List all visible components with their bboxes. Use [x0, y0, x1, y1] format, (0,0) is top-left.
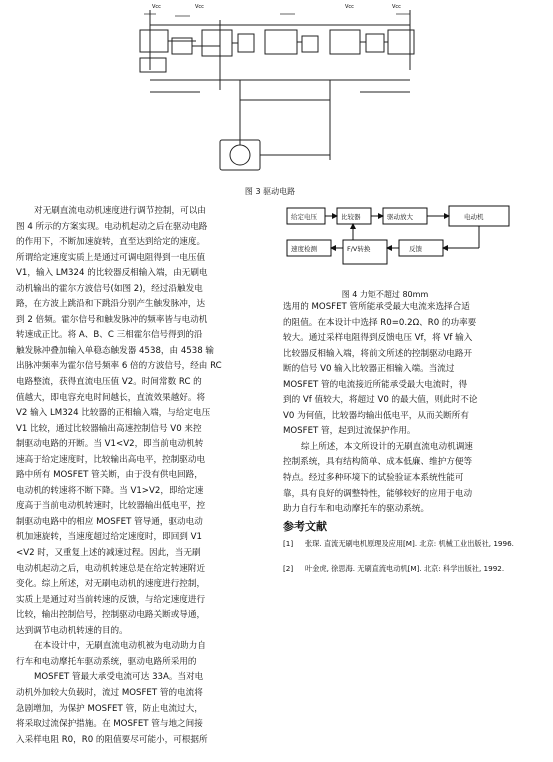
references-heading: 参考文献 [283, 520, 327, 533]
body-text-line: 急剧增加，为保护 MOSFET 管，防止电流过大， [16, 703, 203, 714]
block-speed-detect: 速度检测 [291, 245, 317, 253]
body-text-line: V1 比较，通过比较器输出高速控制信号 V0 来控 [16, 423, 202, 434]
body-text-line: 到 2 倍频。霍尔信号和触发脉冲的频率皆与电动机 [16, 314, 208, 325]
body-text-line: 制驱动电路中的相应 MOSFET 管导通，驱动电动 [16, 516, 203, 527]
block-feedback: 反馈 [409, 245, 422, 253]
vcc-label: Vcc [345, 4, 354, 10]
body-text-line: 转速成正比。将 A、B、C 三相霍尔信号得到的沿 [16, 330, 203, 341]
body-text-line: 图 4 所示的方案实现。电动机起动之后在驱动电路 [16, 221, 208, 232]
body-text-line: 所谓给定速度实质上是通过可调电阻得到一电压值 [16, 252, 206, 263]
body-text-line: 入采样电阻 R0，R0 的阻值要尽可能小，可根据所 [16, 734, 208, 745]
body-text-line: 综上所述，本文所设计的无刷直流电动机调速 [301, 441, 473, 452]
block-driver: 驱动放大 [387, 213, 413, 221]
body-text-line: V1，输入 LM324 的比较器反相输入端，由无刷电 [16, 268, 208, 279]
vcc-label: Vcc [152, 4, 161, 10]
body-text-line: 电动机起动之后，电动机转速总是在给定转速附近 [16, 563, 206, 574]
reference-number: [2] [283, 564, 294, 573]
body-text-line: 控制系统，具有结构简单、成本低廉、维护方便等 [283, 457, 473, 468]
body-text-line: 特点。经过多种环境下的试验验证本系统性能可 [283, 473, 464, 484]
body-text-line: 值越大，即电容充电时间越长，直流效果越好。将 [16, 392, 206, 403]
body-text-line: V0 为何值，比较器均输出低电平，从而关断所有 [283, 410, 469, 421]
body-text-line: MOSFET 管最大承受电流可达 33A。当对电 [34, 672, 204, 683]
body-text-line: 助力自行车和电动摩托车的驱动系统。 [283, 504, 430, 515]
body-text-line: 变化。综上所述，对无刷电动机的速度进行控制， [16, 579, 206, 590]
body-text-line: V2 输入 LM324 比较器的正相输入端，与给定电压 [16, 408, 211, 419]
body-text-line: 到的 Vf 值较大，将超过 V0 的最大值，则此时不论 [283, 395, 478, 406]
figure-4-block-diagram [283, 204, 528, 284]
reference-text: 张琛. 直流无刷电机原理及应用[M]. 北京: 机械工业出版社, 1996. [305, 539, 514, 548]
body-text-line: 的阻值。在本设计中选择 R0=0.2Ω、R0 的功率要 [283, 317, 477, 328]
reference-item [283, 563, 543, 575]
body-text-line: 的作用下，不断加速旋转，直至达到给定的速度。 [16, 237, 206, 248]
block-setpoint: 给定电压 [291, 213, 317, 221]
body-text-line: 在本设计中，无刷直流电动机被为电动助力自 [34, 641, 206, 652]
figure-3-caption: 图 3 驱动电路 [244, 187, 296, 196]
left-column [16, 204, 263, 748]
body-text-line: 速高于给定速度时，比较输出高电平，控制驱动电 [16, 454, 206, 465]
body-text-line: 动机外加较大负载时，流过 MOSFET 管的电流将 [16, 687, 203, 698]
reference-number: [1] [283, 539, 294, 548]
body-text-line: 制驱动电路的开断。当 V1<V2，即当前电动机转 [16, 439, 204, 450]
body-text-line: 较大。通过采样电阻得到反馈电压 Vf，将 Vf 输入 [283, 333, 473, 344]
body-text-line: 比较，输出控制信号，控制驱动电路关断或导通， [16, 610, 206, 621]
body-text-line: 对无刷直流电动机速度进行调节控制，可以由 [34, 206, 206, 216]
body-text-line: 将采取过流保护措施。在 MOSFET 管与地之间接 [16, 719, 203, 730]
body-text-line: 比较器反相输入端，将前文所述的控制驱动电路开 [283, 348, 473, 359]
body-text-line: 实质上是通过对当前转速的反馈，与给定速度进行 [16, 594, 206, 605]
body-text-line: 机加速旋转，当速度超过给定速度时，即回到 V1 [16, 532, 202, 543]
body-text-line: 度高于当前电动机转速时，比较器输出低电平，控 [16, 501, 206, 512]
body-text-line: 靠，具有良好的调整特性，能够较好的应用于电动 [283, 488, 473, 499]
vcc-label: Vcc [195, 4, 204, 10]
figure-4-caption: 图 4 力矩不超过 80mm [341, 290, 429, 299]
body-text-line: 电路整流，获得直流电压值 V2。时间常数 RC 的 [16, 377, 202, 388]
body-text-line: 触发脉冲叠加输入单稳态触发器 4538，由 4538 输 [16, 345, 215, 356]
body-text-line: 选用的 MOSFET 管所能承受最大电流来选择合适 [283, 302, 470, 312]
body-text-line: 断的信号 V0 输入比较器正相输入端。当流过 [283, 364, 455, 375]
body-text-line: 电动机的转速将不断下降。当 V1>V2，即给定速 [16, 485, 204, 496]
body-text-line: <V2 时，又重复上述的减速过程。因此，当无刷 [16, 548, 201, 559]
reference-text: 叶金虎, 徐思海. 无刷直流电动机[M]. 北京: 科学出版社, 1992. [305, 564, 505, 573]
block-motor: 电动机 [464, 213, 484, 221]
vcc-label: Vcc [392, 4, 401, 10]
body-text-line: MOSFET 管的电流接近所能承受最大电流时，得 [283, 379, 468, 390]
body-text-line: 路，在方波上跳沿和下跳沿分别产生触发脉冲，达 [16, 299, 206, 310]
body-text-line: 动机输出的霍尔方波信号(如图 2)，经过沿触发电 [16, 283, 203, 294]
block-fv-convert: F/V转换 [347, 245, 371, 253]
reference-item [283, 538, 543, 550]
block-comparator: 比较器 [341, 213, 361, 221]
body-text-line: 路中所有 MOSFET 管关断，由于没有供电回路， [16, 470, 203, 481]
body-text-line: 行车和电动摩托车驱动系统，驱动电路所采用的 [16, 656, 197, 667]
right-column [283, 300, 530, 518]
body-text-line: 达到调节电动机转速的目的。 [16, 625, 128, 636]
body-text-line: MOSFET 管，起到过流保护作用。 [283, 426, 416, 437]
figure-3-circuit [130, 0, 430, 178]
body-text-line: 出脉冲频率为霍尔信号频率 6 倍的方波信号，经由 RC [16, 361, 222, 372]
